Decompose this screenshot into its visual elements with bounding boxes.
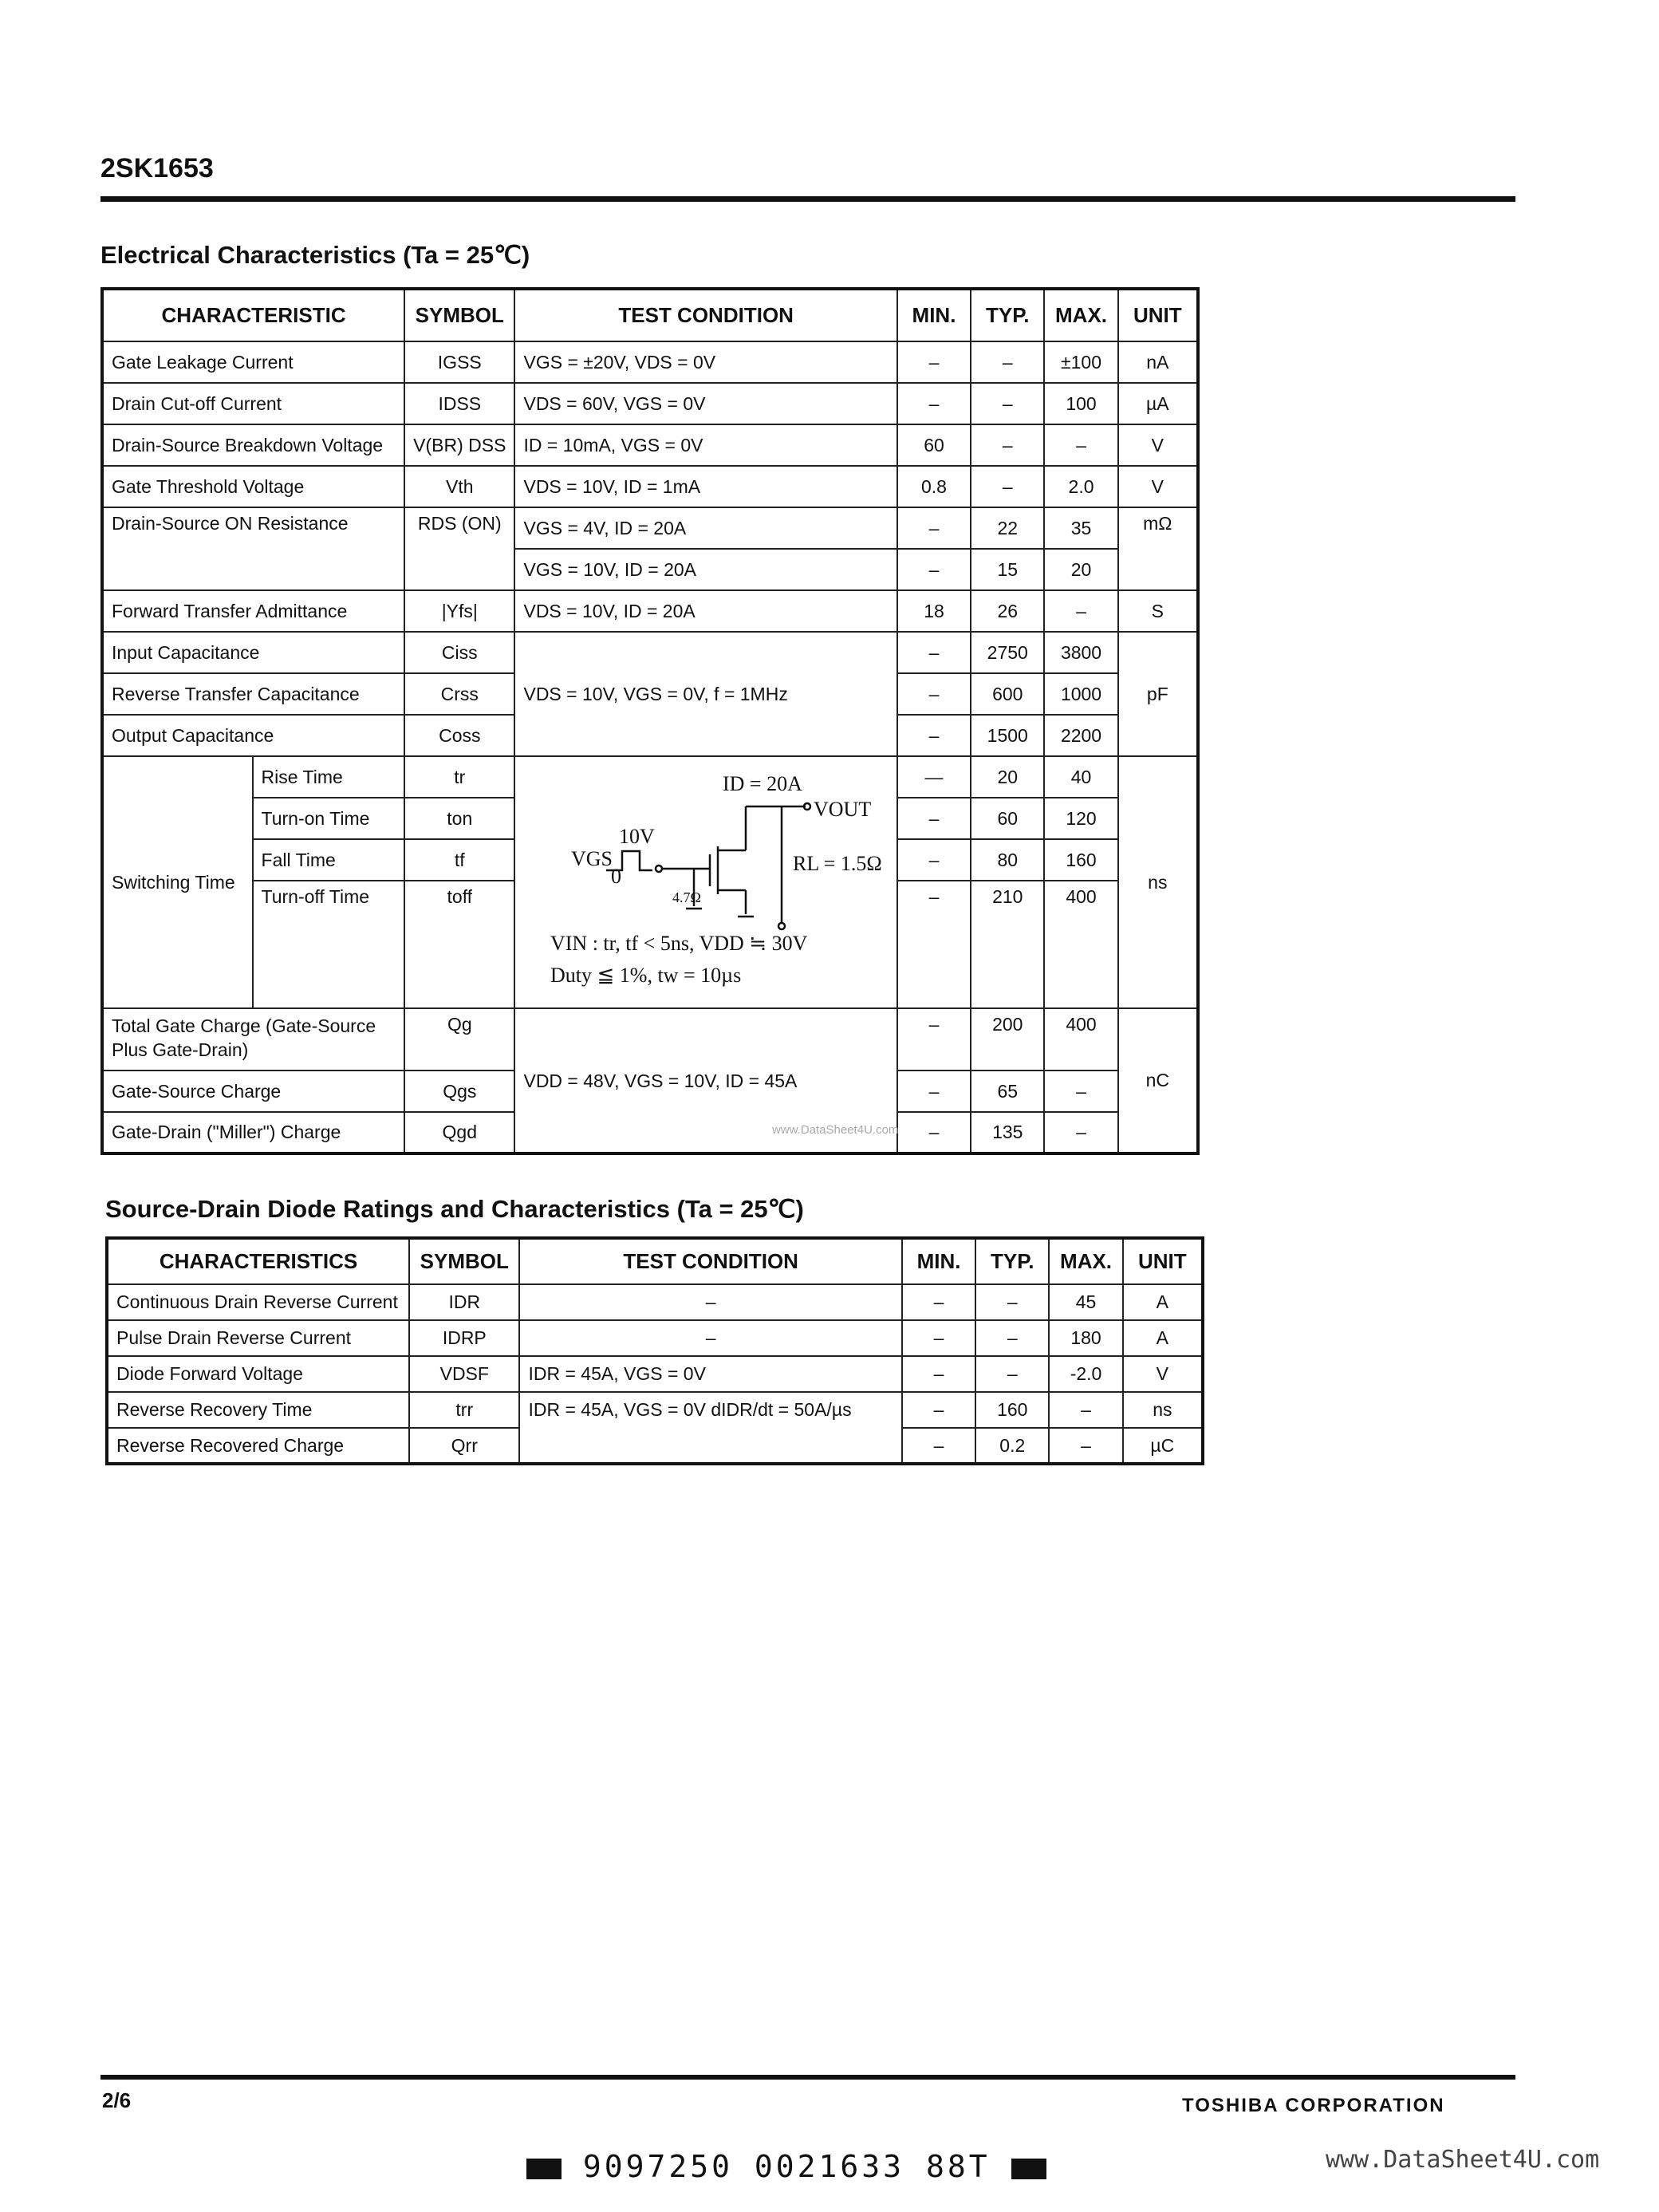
row-condition: – — [519, 1320, 901, 1356]
row-symbol: Qg — [404, 1008, 514, 1071]
switching-group-label: Switching Time — [102, 756, 253, 1008]
capacitance-condition: VDS = 10V, VGS = 0V, f = 1MHz — [514, 632, 896, 756]
switching-test-circuit-diagram — [518, 759, 893, 1006]
output-terminal-icon — [804, 803, 810, 810]
row-unit: µC — [1123, 1428, 1203, 1464]
header-symbol: SYMBOL — [404, 289, 514, 341]
row-max: 40 — [1044, 756, 1117, 798]
header-min: MIN. — [897, 289, 971, 341]
charge-condition: VDD = 48V, VGS = 10V, ID = 45A — [514, 1008, 896, 1153]
row-min: 0.8 — [897, 466, 971, 507]
row-min: – — [897, 1071, 971, 1112]
row-max: 2200 — [1044, 715, 1117, 756]
row-typ: 65 — [971, 1071, 1044, 1112]
row-symbol: IDSS — [404, 383, 514, 424]
row-name: Pulse Drain Reverse Current — [107, 1320, 409, 1356]
row-symbol: Qrr — [409, 1428, 519, 1464]
row-name: Reverse Recovery Time — [107, 1392, 409, 1428]
table-row — [102, 424, 1198, 466]
row-symbol: Qgd — [404, 1112, 514, 1153]
row-min: – — [902, 1356, 975, 1392]
table-row — [102, 507, 1198, 549]
row-unit: nA — [1118, 341, 1198, 383]
row-typ: – — [971, 466, 1044, 507]
electrical-characteristics-table — [100, 287, 1200, 1155]
row-unit: A — [1123, 1320, 1203, 1356]
row-typ: 160 — [975, 1392, 1049, 1428]
circuit-note-line2: Duty ≦ 1%, tw = 10µs — [550, 964, 742, 987]
row-min: – — [897, 341, 971, 383]
switching-circuit-cell — [514, 756, 896, 1008]
row-min: – — [902, 1428, 975, 1464]
row-symbol: tf — [404, 839, 514, 881]
document-code — [526, 2149, 1046, 2184]
row-min: – — [897, 1008, 971, 1071]
row-name: Continuous Drain Reverse Current — [107, 1284, 409, 1320]
row-max: 2.0 — [1044, 466, 1117, 507]
row-max: 1000 — [1044, 673, 1117, 715]
row-symbol: |Yfs| — [404, 590, 514, 632]
row-min: – — [897, 1112, 971, 1153]
table-row — [102, 341, 1198, 383]
row-symbol: ton — [404, 798, 514, 839]
row-typ: 0.2 — [975, 1428, 1049, 1464]
header-max: MAX. — [1044, 289, 1117, 341]
header-characteristic: CHARACTERISTICS — [107, 1238, 409, 1284]
row-unit: A — [1123, 1284, 1203, 1320]
row-typ: 26 — [971, 590, 1044, 632]
circuit-rl-label: RL = 1.5Ω — [793, 852, 882, 875]
row-condition: VDS = 60V, VGS = 0V — [514, 383, 896, 424]
circuit-id-label: ID = 20A — [723, 772, 803, 795]
row-typ: – — [971, 424, 1044, 466]
row-name: Input Capacitance — [102, 632, 404, 673]
website-link[interactable]: www.DataSheet4U.com — [1326, 2146, 1600, 2174]
row-symbol: Qgs — [404, 1071, 514, 1112]
footer-rule — [100, 2075, 1515, 2080]
block-mark-icon — [526, 2159, 562, 2179]
row-typ: 2750 — [971, 632, 1044, 673]
row-condition: IDR = 45A, VGS = 0V — [519, 1356, 901, 1392]
circuit-note-line1: VIN : tr, tf < 5ns, VDD ≒ 30V — [550, 932, 808, 955]
row-symbol: trr — [409, 1392, 519, 1428]
row-unit: V — [1118, 424, 1198, 466]
row-typ: 200 — [971, 1008, 1044, 1071]
corporation-name: TOSHIBA CORPORATION — [1182, 2095, 1445, 2116]
row-min: – — [897, 673, 971, 715]
vdd-terminal-icon — [778, 923, 785, 929]
header-min: MIN. — [902, 1238, 975, 1284]
row-min: – — [897, 839, 971, 881]
row-symbol: Crss — [404, 673, 514, 715]
row-min: – — [897, 715, 971, 756]
row-typ: 22 — [971, 507, 1044, 549]
row-min: 60 — [897, 424, 971, 466]
header-characteristic: CHARACTERISTIC — [102, 289, 404, 341]
row-max: – — [1049, 1392, 1122, 1428]
row-name: Turn-on Time — [253, 798, 405, 839]
row-name: Fall Time — [253, 839, 405, 881]
capacitance-unit: pF — [1118, 632, 1198, 756]
section-title-electrical: Electrical Characteristics (Ta = 25℃) — [100, 241, 530, 269]
row-min: – — [897, 881, 971, 1008]
row-max: ±100 — [1044, 341, 1117, 383]
part-number: 2SK1653 — [100, 153, 214, 183]
table-row — [102, 632, 1198, 673]
row-min: – — [902, 1320, 975, 1356]
row-min: 18 — [897, 590, 971, 632]
row-typ: – — [971, 341, 1044, 383]
header-unit: UNIT — [1118, 289, 1198, 341]
row-condition: VGS = ±20V, VDS = 0V — [514, 341, 896, 383]
watermark-text: www.DataSheet4U.com — [772, 1123, 899, 1137]
row-name: Gate Leakage Current — [102, 341, 404, 383]
row-typ: – — [975, 1356, 1049, 1392]
row-typ: 600 — [971, 673, 1044, 715]
row-unit: V — [1123, 1356, 1203, 1392]
row-min: – — [897, 383, 971, 424]
row-max: – — [1044, 590, 1117, 632]
table-header-row — [102, 289, 1198, 341]
circuit-vout-label: VOUT — [814, 798, 872, 821]
row-min: – — [902, 1284, 975, 1320]
row-typ: 210 — [971, 881, 1044, 1008]
row-min: – — [897, 549, 971, 590]
row-symbol: tr — [404, 756, 514, 798]
row-typ: – — [971, 383, 1044, 424]
table-header-row — [107, 1238, 1203, 1284]
circuit-10v-label: 10V — [619, 825, 655, 848]
row-max: – — [1049, 1428, 1122, 1464]
row-max: 35 — [1044, 507, 1117, 549]
diode-characteristics-table — [105, 1236, 1204, 1465]
row-max: 400 — [1044, 881, 1117, 1008]
row-name: Gate-Drain ("Miller") Charge — [102, 1112, 404, 1153]
row-typ: 1500 — [971, 715, 1044, 756]
row-symbol: toff — [404, 881, 514, 1008]
table-row — [102, 590, 1198, 632]
row-name: Drain Cut-off Current — [102, 383, 404, 424]
recovery-condition: IDR = 45A, VGS = 0V dIDR/dt = 50A/µs — [519, 1392, 901, 1464]
header-test-condition: TEST CONDITION — [514, 289, 896, 341]
row-name: Turn-off Time — [253, 881, 405, 1008]
row-max: – — [1044, 1112, 1117, 1153]
row-max: 400 — [1044, 1008, 1117, 1071]
row-typ: 20 — [971, 756, 1044, 798]
row-name: Total Gate Charge (Gate-Source Plus Gate-Drain) — [102, 1008, 404, 1071]
row-name: Rise Time — [253, 756, 405, 798]
row-symbol: IGSS — [404, 341, 514, 383]
row-max: 180 — [1049, 1320, 1122, 1356]
row-symbol: Ciss — [404, 632, 514, 673]
row-max: 3800 — [1044, 632, 1117, 673]
table-row — [107, 1284, 1203, 1320]
row-max: 120 — [1044, 798, 1117, 839]
row-max: 20 — [1044, 549, 1117, 590]
header-typ: TYP. — [971, 289, 1044, 341]
circuit-gate-resistor-label: 4.7Ω — [672, 889, 702, 905]
row-min: – — [897, 632, 971, 673]
table-row — [102, 383, 1198, 424]
row-unit: µA — [1118, 383, 1198, 424]
table-row — [107, 1320, 1203, 1356]
table-row — [107, 1356, 1203, 1392]
row-unit: V — [1118, 466, 1198, 507]
row-typ: 80 — [971, 839, 1044, 881]
row-max: 160 — [1044, 839, 1117, 881]
row-unit: S — [1118, 590, 1198, 632]
circuit-vgs-label: VGS — [571, 847, 613, 870]
row-name: Forward Transfer Admittance — [102, 590, 404, 632]
row-condition: – — [519, 1284, 901, 1320]
header-typ: TYP. — [975, 1238, 1049, 1284]
header-unit: UNIT — [1123, 1238, 1203, 1284]
document-code-text: 9097250 0021633 88T — [582, 2149, 991, 2184]
row-name: Drain-Source Breakdown Voltage — [102, 424, 404, 466]
row-symbol: RDS (ON) — [404, 507, 514, 590]
row-symbol: IDR — [409, 1284, 519, 1320]
header-symbol: SYMBOL — [409, 1238, 519, 1284]
switching-unit: ns — [1118, 756, 1198, 1008]
circuit-zero-label: 0 — [611, 865, 622, 888]
row-max: 45 — [1049, 1284, 1122, 1320]
row-max: – — [1044, 1071, 1117, 1112]
row-symbol: Coss — [404, 715, 514, 756]
row-name: Gate Threshold Voltage — [102, 466, 404, 507]
charge-unit: nC — [1118, 1008, 1198, 1153]
header-rule — [100, 196, 1515, 202]
row-condition: VDS = 10V, ID = 20A — [514, 590, 896, 632]
row-symbol: Vth — [404, 466, 514, 507]
row-unit: ns — [1123, 1392, 1203, 1428]
row-max: – — [1044, 424, 1117, 466]
row-min: — — [897, 756, 971, 798]
row-name: Drain-Source ON Resistance — [102, 507, 404, 590]
page-number: 2/6 — [102, 2088, 132, 2112]
row-unit: mΩ — [1118, 507, 1198, 590]
table-row — [102, 756, 1198, 798]
row-max: 100 — [1044, 383, 1117, 424]
row-typ: – — [975, 1320, 1049, 1356]
header-max: MAX. — [1049, 1238, 1122, 1284]
row-symbol: VDSF — [409, 1356, 519, 1392]
row-condition: ID = 10mA, VGS = 0V — [514, 424, 896, 466]
row-typ: 15 — [971, 549, 1044, 590]
row-max: -2.0 — [1049, 1356, 1122, 1392]
row-typ: – — [975, 1284, 1049, 1320]
row-symbol: V(BR) DSS — [404, 424, 514, 466]
row-typ: 60 — [971, 798, 1044, 839]
row-name: Output Capacitance — [102, 715, 404, 756]
row-condition: VDS = 10V, ID = 1mA — [514, 466, 896, 507]
row-typ: 135 — [971, 1112, 1044, 1153]
row-name: Diode Forward Voltage — [107, 1356, 409, 1392]
input-terminal-icon — [656, 865, 662, 872]
table-row — [102, 1008, 1198, 1071]
row-min: – — [897, 798, 971, 839]
row-min: – — [897, 507, 971, 549]
table-row — [107, 1392, 1203, 1428]
row-name: Gate-Source Charge — [102, 1071, 404, 1112]
row-min: – — [902, 1392, 975, 1428]
row-name: Reverse Recovered Charge — [107, 1428, 409, 1464]
section-title-diode: Source-Drain Diode Ratings and Characteristics (Ta = 25℃) — [105, 1195, 804, 1223]
table-row — [102, 466, 1198, 507]
row-condition: VGS = 10V, ID = 20A — [514, 549, 896, 590]
row-symbol: IDRP — [409, 1320, 519, 1356]
block-mark-icon — [1011, 2159, 1046, 2179]
header-test-condition: TEST CONDITION — [519, 1238, 901, 1284]
row-name: Reverse Transfer Capacitance — [102, 673, 404, 715]
row-condition: VGS = 4V, ID = 20A — [514, 507, 896, 549]
